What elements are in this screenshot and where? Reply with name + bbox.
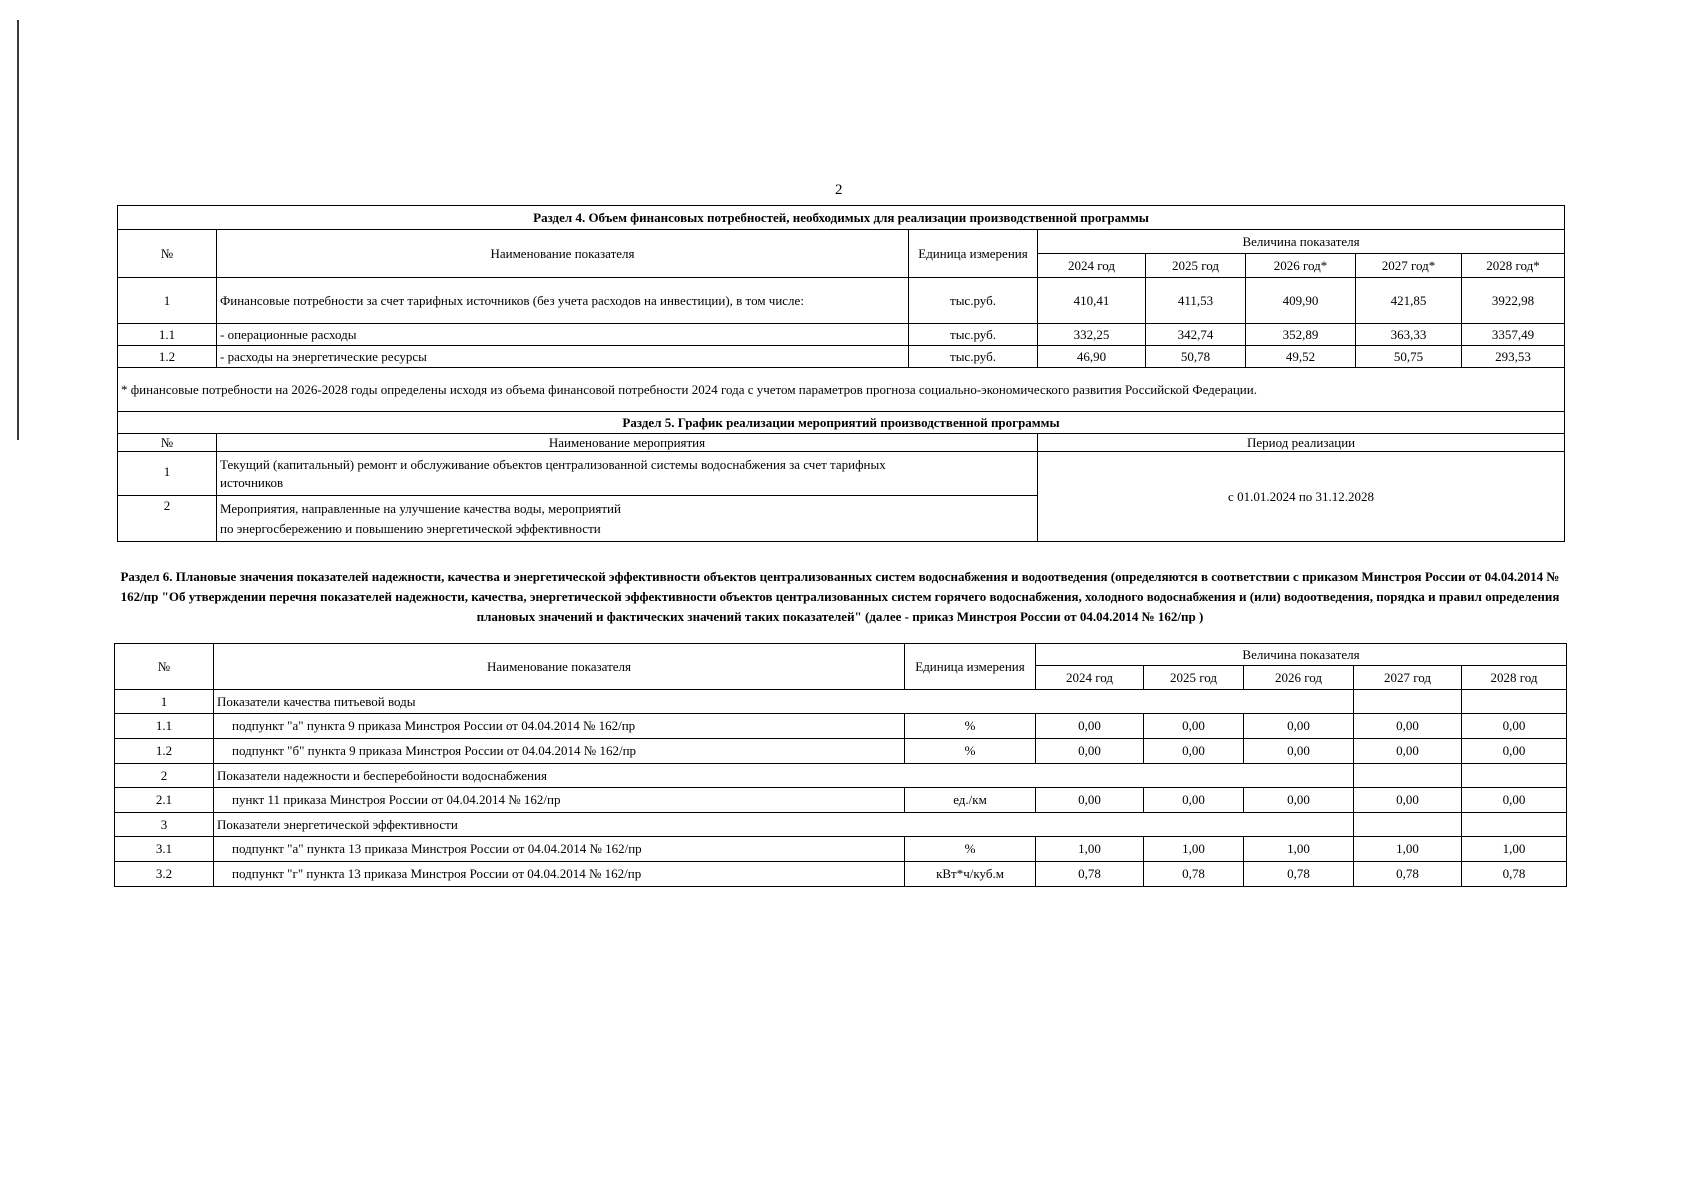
row-no: 1 — [115, 690, 214, 714]
row-no: 3 — [115, 813, 214, 837]
s4-header-value: Величина показателя — [1038, 230, 1565, 254]
s4-year-header: 2028 год* — [1462, 254, 1565, 278]
s5-period: с 01.01.2024 по 31.12.2028 — [1038, 452, 1565, 542]
row-unit: тыс.руб. — [909, 346, 1038, 368]
s4-header-no: № — [118, 230, 217, 278]
row-unit: % — [905, 714, 1036, 739]
row-value: 1,00 — [1144, 837, 1244, 862]
table-row — [118, 452, 1565, 496]
empty-cell — [1354, 690, 1462, 714]
row-value: 352,89 — [1246, 324, 1356, 346]
row-value: 0,00 — [1462, 714, 1567, 739]
row-name: подпункт "а" пункта 13 приказа Минстроя России от 04.04.2014 № 162/пр — [214, 837, 905, 862]
row-value: 0,78 — [1354, 862, 1462, 887]
s6-header-unit: Единица измерения — [905, 644, 1036, 690]
s6-header-value: Величина показателя — [1036, 644, 1567, 666]
row-value: 50,78 — [1146, 346, 1246, 368]
s5-header-no: № — [118, 434, 217, 452]
binding-line — [17, 20, 19, 440]
row-no: 3.1 — [115, 837, 214, 862]
row-name: пункт 11 приказа Минстроя России от 04.04.2014 № 162/пр — [214, 788, 905, 813]
row-value: 3357,49 — [1462, 324, 1565, 346]
row-value: 0,00 — [1354, 788, 1462, 813]
row-value: 421,85 — [1356, 278, 1462, 324]
row-value: 410,41 — [1038, 278, 1146, 324]
row-unit: тыс.руб. — [909, 278, 1038, 324]
row-group-name: Показатели качества питьевой воды — [214, 690, 1354, 714]
table-row — [118, 278, 1565, 324]
row-name-line: Текущий (капитальный) ремонт и обслуживание объектов централизованной системы водоснабжения за счет тарифных — [220, 456, 886, 472]
row-value: 0,78 — [1036, 862, 1144, 887]
row-no: 1.2 — [115, 739, 214, 764]
table-row — [115, 764, 1567, 788]
row-name — [217, 496, 1038, 542]
row-value: 0,00 — [1144, 739, 1244, 764]
s6-year-header: 2025 год — [1144, 666, 1244, 690]
s4-year-header: 2027 год* — [1356, 254, 1462, 278]
row-value: 1,00 — [1036, 837, 1144, 862]
table-row — [115, 739, 1567, 764]
table-row — [115, 862, 1567, 887]
s5-header-period: Период реализации — [1038, 434, 1565, 452]
row-value: 0,00 — [1462, 788, 1567, 813]
row-no: 2.1 — [115, 788, 214, 813]
row-value: 49,52 — [1246, 346, 1356, 368]
row-group-name: Показатели надежности и бесперебойности водоснабжения — [214, 764, 1354, 788]
row-value: 363,33 — [1356, 324, 1462, 346]
table-row — [115, 837, 1567, 862]
empty-cell — [1462, 813, 1567, 837]
row-unit: % — [905, 837, 1036, 862]
row-name — [217, 452, 1038, 496]
row-no: 1.1 — [118, 324, 217, 346]
empty-cell — [1354, 764, 1462, 788]
s4-year-header: 2025 год — [1146, 254, 1246, 278]
row-no: 1 — [118, 452, 217, 496]
row-value: 0,00 — [1036, 739, 1144, 764]
s4-year-header: 2024 год — [1038, 254, 1146, 278]
row-value: 0,00 — [1244, 714, 1354, 739]
section6-table — [114, 643, 1567, 887]
row-value: 1,00 — [1354, 837, 1462, 862]
empty-cell — [1354, 813, 1462, 837]
section5-title: Раздел 5. График реализации мероприятий производственной программы — [118, 412, 1565, 434]
row-group-name: Показатели энергетической эффективности — [214, 813, 1354, 837]
section4-footnote: * финансовые потребности на 2026-2028 годы определены исходя из объема финансовой потребности 2024 года с учетом параметров прогноза социально-экономического развития Российской Федерации. — [118, 368, 1565, 412]
page-number: 2 — [835, 182, 843, 198]
row-value: 0,78 — [1462, 862, 1567, 887]
row-unit: ед./км — [905, 788, 1036, 813]
row-value: 0,00 — [1354, 714, 1462, 739]
s6-year-header: 2024 год — [1036, 666, 1144, 690]
row-value: 0,00 — [1036, 714, 1144, 739]
s4-header-name: Наименование показателя — [217, 230, 909, 278]
table-row — [115, 714, 1567, 739]
empty-cell — [1462, 690, 1567, 714]
row-no: 1.1 — [115, 714, 214, 739]
row-name: - операционные расходы — [217, 324, 909, 346]
row-value: 0,00 — [1244, 739, 1354, 764]
row-value: 0,00 — [1244, 788, 1354, 813]
table-row — [115, 813, 1567, 837]
row-value: 0,78 — [1144, 862, 1244, 887]
row-name: подпункт "а" пункта 9 приказа Минстроя России от 04.04.2014 № 162/пр — [214, 714, 905, 739]
row-name-line: источников — [220, 474, 284, 490]
s6-year-header: 2026 год — [1244, 666, 1354, 690]
row-value: 0,78 — [1244, 862, 1354, 887]
row-name: подпункт "г" пункта 13 приказа Минстроя России от 04.04.2014 № 162/пр — [214, 862, 905, 887]
s6-header-name: Наименование показателя — [214, 644, 905, 690]
table-row — [115, 690, 1567, 714]
row-value: 50,75 — [1356, 346, 1462, 368]
s5-header-name: Наименование мероприятия — [217, 434, 1038, 452]
row-no: 2 — [115, 764, 214, 788]
s6-year-header: 2027 год — [1354, 666, 1462, 690]
s4-year-header: 2026 год* — [1246, 254, 1356, 278]
row-value: 1,00 — [1244, 837, 1354, 862]
row-no: 1.2 — [118, 346, 217, 368]
row-name: подпункт "б" пункта 9 приказа Минстроя России от 04.04.2014 № 162/пр — [214, 739, 905, 764]
section6-title: Раздел 6. Плановые значения показателей надежности, качества и энергетической эффективности объектов централизованных систем водоснабжения и водоотведения (определяются в соответствии с приказом Минстроя России от 04.04.2014 № 162/пр "Об утверждении перечня показателей надежности, качества, энергетической эффективности объектов централизованных систем горячего водоснабжения, холодного водоснабжения и (или) водоотведения, порядка и правил определения плановых значений и фактических значений таких показателей" (далее - приказ Минстроя России от 04.04.2014 № 162/пр ) — [120, 569, 1560, 624]
s4-header-unit: Единица измерения — [909, 230, 1038, 278]
table-row — [118, 324, 1565, 346]
row-unit: кВт*ч/куб.м — [905, 862, 1036, 887]
row-value: 0,00 — [1144, 788, 1244, 813]
row-value: 409,90 — [1246, 278, 1356, 324]
row-value: 342,74 — [1146, 324, 1246, 346]
row-unit: % — [905, 739, 1036, 764]
section4-5-table — [117, 205, 1565, 542]
empty-cell — [1462, 764, 1567, 788]
row-value: 332,25 — [1038, 324, 1146, 346]
row-unit: тыс.руб. — [909, 324, 1038, 346]
row-value: 0,00 — [1462, 739, 1567, 764]
section4-title: Раздел 4. Объем финансовых потребностей, необходимых для реализации производственной программы — [118, 206, 1565, 230]
row-value: 0,00 — [1144, 714, 1244, 739]
row-value: 0,00 — [1036, 788, 1144, 813]
row-no: 1 — [118, 278, 217, 324]
row-name: Финансовые потребности за счет тарифных источников (без учета расходов на инвестиции), в том числе: — [217, 278, 909, 324]
row-no: 3.2 — [115, 862, 214, 887]
s6-header-no: № — [115, 644, 214, 690]
row-name-line: по энергосбережению и повышению энергетической эффективности — [220, 520, 601, 536]
row-value: 1,00 — [1462, 837, 1567, 862]
row-name-line: Мероприятия, направленные на улучшение качества воды, мероприятий — [220, 500, 621, 516]
row-no: 2 — [118, 496, 217, 542]
row-value: 411,53 — [1146, 278, 1246, 324]
table-row — [118, 346, 1565, 368]
table-row — [115, 788, 1567, 813]
row-value: 0,00 — [1354, 739, 1462, 764]
row-value: 46,90 — [1038, 346, 1146, 368]
s6-year-header: 2028 год — [1462, 666, 1567, 690]
row-value: 293,53 — [1462, 346, 1565, 368]
row-name: - расходы на энергетические ресурсы — [217, 346, 909, 368]
row-value: 3922,98 — [1462, 278, 1565, 324]
